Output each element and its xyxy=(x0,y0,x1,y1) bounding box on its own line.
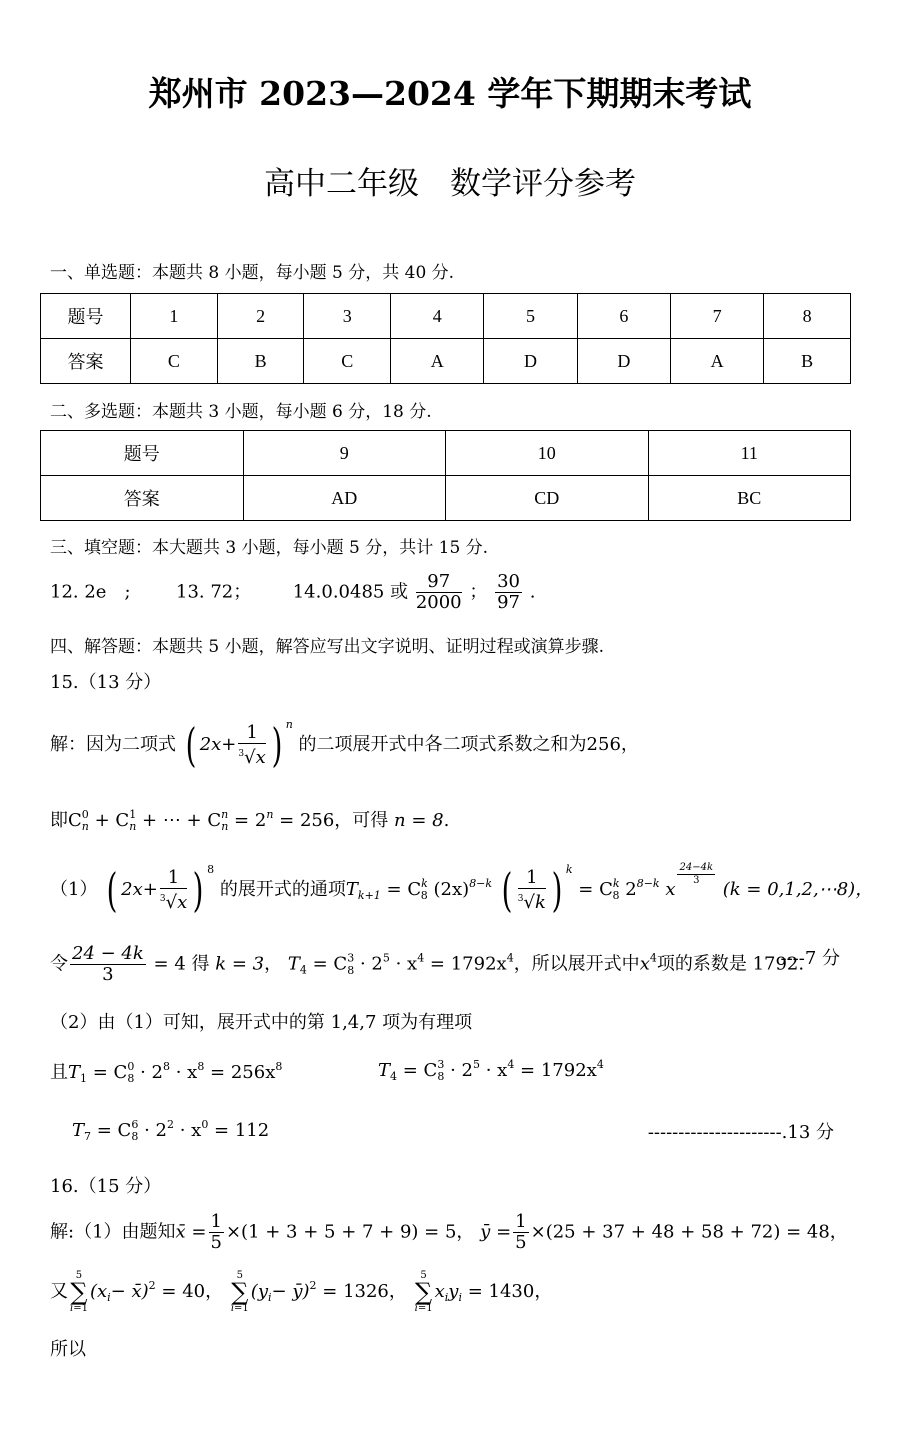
answer-cell: D xyxy=(484,339,577,384)
q15-heading: 15.（13 分） xyxy=(50,672,162,693)
single-choice-answer-table xyxy=(40,293,851,384)
question-number: 6 xyxy=(577,294,670,339)
question-number: 5 xyxy=(484,294,577,339)
answer-14-prefix: 14.0.0485 或 xyxy=(292,581,409,603)
score-marker: ----------------------.13 分 xyxy=(647,1122,834,1143)
q15-line-6: 且$T_1 = C^0_8 \cdot 2^8 \cdot x^8 = 256x^8$ xyxy=(50,1060,283,1085)
score-marker: ----7 分 xyxy=(780,948,840,969)
table-row xyxy=(41,476,851,521)
multi-choice-answer-table xyxy=(40,430,851,521)
answer-12: 12. 2e ; xyxy=(50,581,131,603)
question-number: 9 xyxy=(243,431,446,476)
q15-line-2: 即$C^0_n + C^1_n$ + ⋯ + $C^n_n = 2^n = 256$，可得 n = 8. xyxy=(50,808,450,833)
q15-line-5: （2）由（1）可知，展开式中的第 1,4,7 项为有理项 xyxy=(50,1012,473,1033)
answer-cell: BC xyxy=(648,476,851,521)
section3-heading: 三、填空题：本大题共 3 小题，每小题 5 分，共计 15 分. xyxy=(50,538,489,558)
question-number: 10 xyxy=(446,431,649,476)
fraction-30-97: $\frac{30}{97}$ xyxy=(497,571,520,613)
answer-cell: A xyxy=(391,339,484,384)
row-label-answer: 答案 xyxy=(41,476,244,521)
table-row xyxy=(41,431,851,476)
fraction-97-2000: $\frac{97}{2000}$ xyxy=(415,571,462,613)
question-number: 8 xyxy=(764,294,851,339)
answer-cell: CD xyxy=(446,476,649,521)
answer-cell: B xyxy=(764,339,851,384)
section4-heading: 四、解答题：本题共 5 小题，解答应写出文字说明、证明过程或演算步骤. xyxy=(50,637,605,657)
table-row xyxy=(41,339,851,384)
answer-cell: B xyxy=(217,339,304,384)
q15-line-3: （1） ( 2x+ $\frac{1}{^3√x}$ ) $^8$ 的展开式的通项$T_{k+1} = C^k_8$ $(2x)^{8-k}$ ( $\frac{1}{^3√k}$ ) $^k = C^k_8$ $2^{8-k}$ x $\frac{24-4k}{3}$ (k = 0,1,2,⋯8)， xyxy=(50,862,874,917)
question-number: 4 xyxy=(391,294,484,339)
section1-heading: 一、单选题：本题共 8 小题，每小题 5 分，共 40 分. xyxy=(50,263,455,283)
answer-cell: C xyxy=(304,339,391,384)
answer-cell: A xyxy=(670,339,763,384)
row-label-number: 题号 xyxy=(41,294,131,339)
section2-heading: 二、多选题：本题共 3 小题，每小题 6 分，18 分. xyxy=(50,402,432,422)
q16-line-2: 又5 ∑ $i=1(x_i-$ x̄)$^2$ = 40， 5 ∑ $i=1(y_i-$ ȳ)$^2$ = 1326， 5 ∑ $i=1x_iy_i = 1430$， xyxy=(50,1270,553,1314)
question-number: 7 xyxy=(670,294,763,339)
q15-line-4: 令 $\frac{24 - 4k}{3}$ = 4 得 k = 3， $T_4 = C^3_8 \cdot 2^5 \cdot x^4 = 1792x^4$，所以展开式中$x^4$项的系数是 1792. ----7 分 xyxy=(50,943,840,985)
fill-in-answers: 12. 2e ; 13. 72； 14.0.0485 或 $\frac{97}{2000}$ ； $\frac{30}{97}$ . xyxy=(50,571,536,613)
answer-cell: C xyxy=(131,339,218,384)
q15-line-1: 解：因为二项式 ( 2x+ $\frac{1}{^3√x}$ ) $^n$ 的二项展开式中各二项式系数之和为256， xyxy=(50,718,639,772)
question-number: 1 xyxy=(131,294,218,339)
q16-heading: 16.（15 分） xyxy=(50,1176,162,1197)
table-row xyxy=(41,294,851,339)
q15-line-6b: $T_4 = C^3_8 \cdot 2^5 \cdot x^4 = 1792x^4$ xyxy=(378,1058,604,1083)
question-number: 3 xyxy=(304,294,391,339)
question-number: 11 xyxy=(648,431,851,476)
row-label-number: 题号 xyxy=(41,431,244,476)
answer-cell: AD xyxy=(243,476,446,521)
q16-line-3: 所以 xyxy=(50,1339,86,1360)
answer-13: 13. 72； xyxy=(176,581,252,603)
answer-cell: D xyxy=(577,339,670,384)
q16-line-1: 解:（1）由题知x̄ = $\frac{1}{5}$ ×(1 + 3 + 5 + 7 + 9) = 5， ȳ = $\frac{1}{5}$ ×(25 + 37 + 48 + 58 + 72) = 48， xyxy=(50,1211,848,1253)
row-label-answer: 答案 xyxy=(41,339,131,384)
q15-line-7: $T_7 = C^6_8 \cdot 2^2 \cdot x^0 = 112$ xyxy=(72,1118,270,1143)
document-subtitle: 高中二年级 数学评分参考 xyxy=(264,166,636,202)
document-title: 郑州市 2023—2024 学年下期期末考试 xyxy=(148,74,752,113)
question-number: 2 xyxy=(217,294,304,339)
